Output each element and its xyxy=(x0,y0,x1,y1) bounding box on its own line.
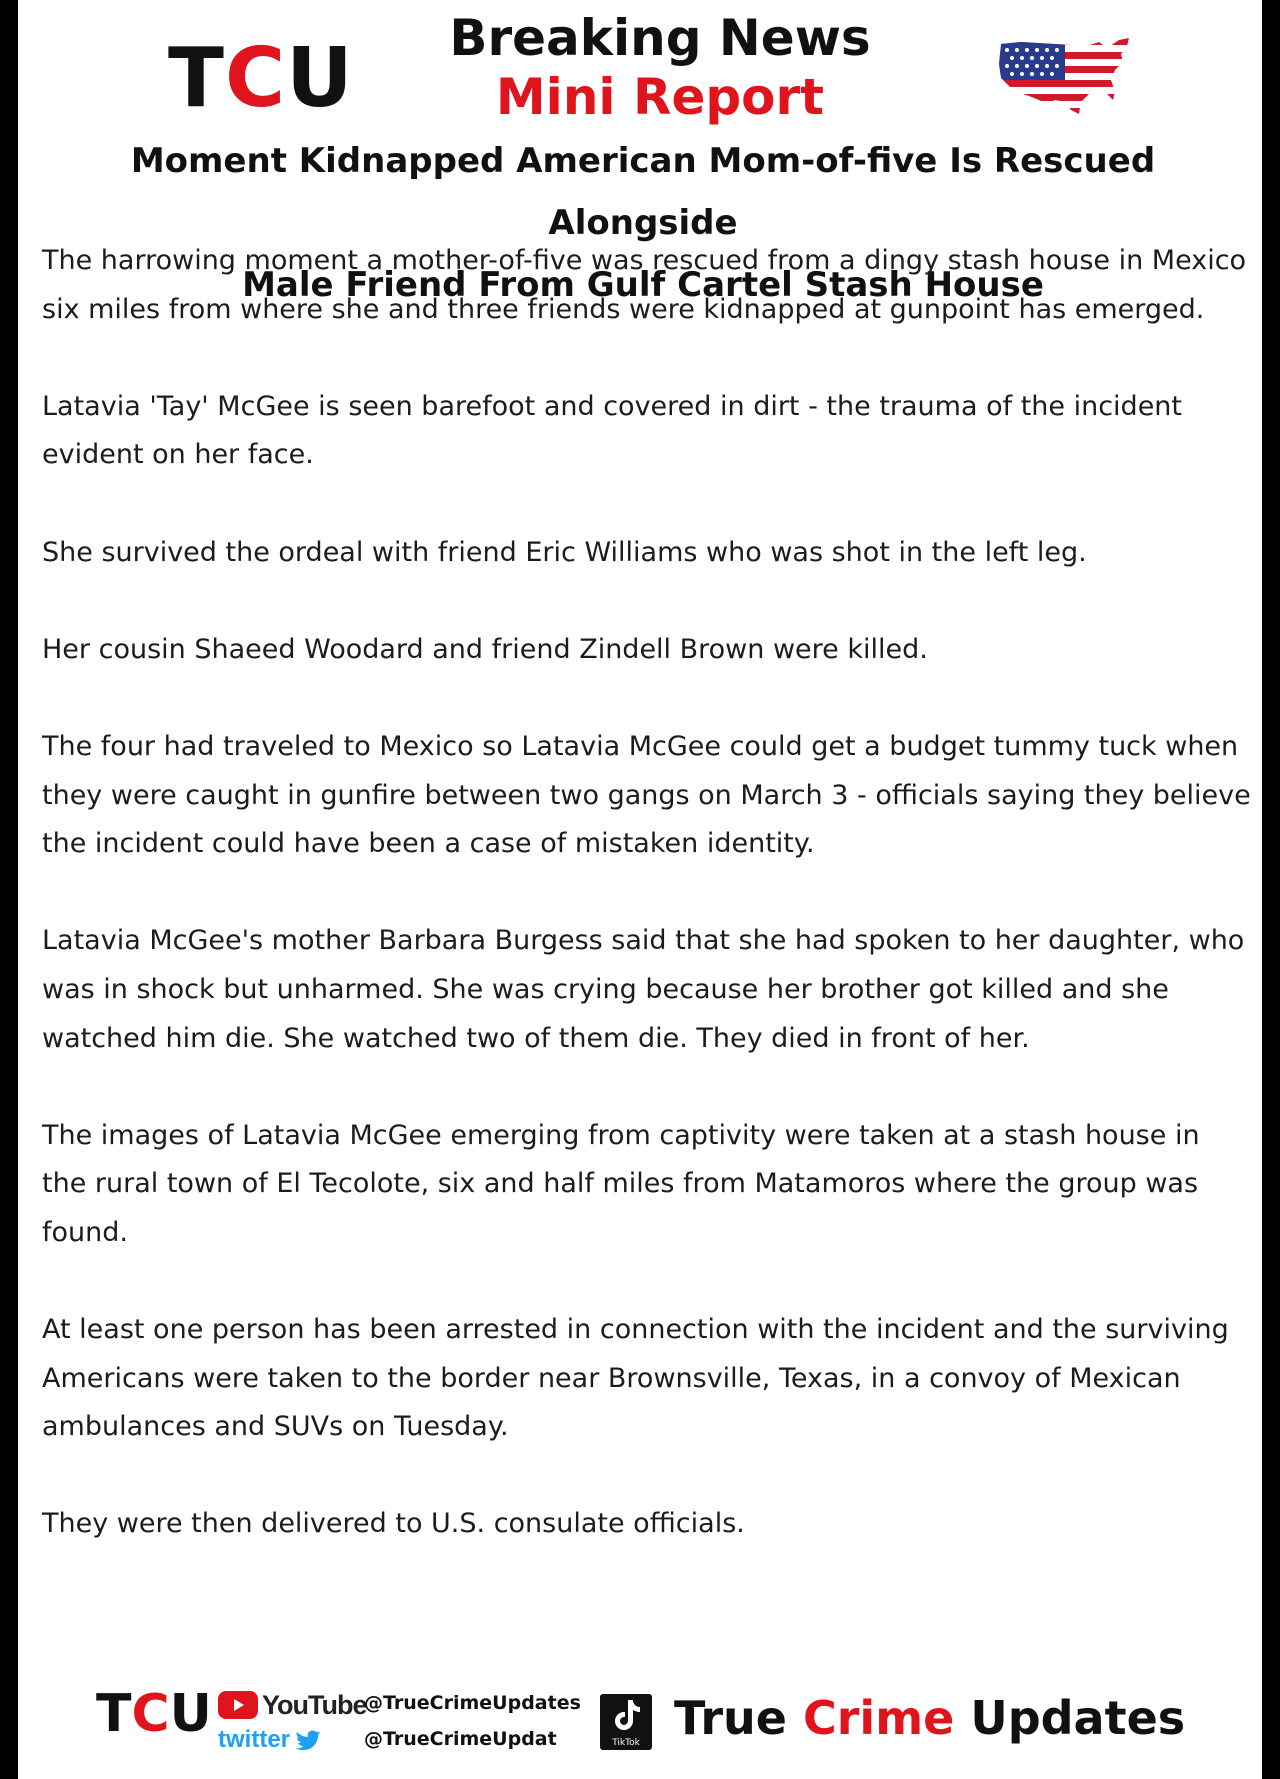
twitter-handle: @TrueCrimeUpdat xyxy=(364,1728,557,1750)
article-paragraph: Her cousin Shaeed Woodard and friend Zindell Brown were killed. xyxy=(42,633,928,665)
footer-tcu-logo xyxy=(96,1684,212,1744)
article-paragraph: She survived the ordeal with friend Eric Williams who was shot in the left leg. xyxy=(42,536,1087,568)
footer-logo-letter-u: U xyxy=(169,1684,212,1744)
tiktok-link[interactable] xyxy=(600,1694,652,1750)
mini-report-title: Mini Report xyxy=(495,68,825,126)
youtube-handle: @TrueCrimeUpdates xyxy=(364,1692,581,1714)
true-crime-updates-brand xyxy=(674,1688,1185,1748)
article-paragraph: The images of Latavia McGee emerging from captivity were taken at a stash house in the rural town of El Tecolote, six and half miles from Matamoros where the group was found. xyxy=(42,1119,1200,1248)
twitter-link[interactable] xyxy=(218,1726,322,1754)
article-paragraph: The four had traveled to Mexico so Latavia McGee could get a budget tummy tuck when they were caught in gunfire between two gangs on March 3 - officials saying they believe the incident could have been a case of mistaken identity. xyxy=(42,730,1251,860)
brand-word-updates: Updates xyxy=(970,1691,1186,1745)
article-paragraph: They were then delivered to U.S. consulate officials. xyxy=(42,1508,745,1540)
article-paragraph: At least one person has been arrested in connection with the incident and the surviving Americans were taken to the border near Brownsville, Texas, in a convoy of Mexican ambulances and SUVs on Tuesday. xyxy=(42,1314,1229,1443)
headline-line-2: Male Friend From Gulf Cartel Stash House xyxy=(242,265,1044,305)
brand-word-crime: Crime xyxy=(802,1691,955,1745)
article-body xyxy=(42,237,1252,1598)
twitter-wordmark: twitter xyxy=(218,1726,290,1753)
article-paragraph: Latavia 'Tay' McGee is seen barefoot and covered in dirt - the trauma of the incident evident on her face. xyxy=(42,390,1182,471)
twitter-bird-icon xyxy=(294,1729,322,1751)
article-paragraph: Latavia McGee's mother Barbara Burgess said that she had spoken to her daughter, who was in shock but unharmed. She was crying because her brother got killed and she watched him die. She watched two of them die. They died in front of her. xyxy=(42,925,1245,1054)
footer-logo-letter-c: C xyxy=(131,1684,170,1744)
tiktok-note-icon xyxy=(600,1694,652,1736)
youtube-link[interactable] xyxy=(218,1690,366,1720)
tcu-logo xyxy=(168,31,354,126)
footer-bar xyxy=(0,1680,1280,1760)
article-paragraph: The harrowing moment a mother-of-five was rescued from a dingy stash house in Mexico six miles from where she and three friends were kidnapped at gunpoint has emerged. xyxy=(42,245,1247,325)
youtube-wordmark: YouTube xyxy=(262,1689,367,1720)
us-map-flag-icon xyxy=(995,30,1135,125)
headline-line-1: Moment Kidnapped American Mom-of-five Is Rescued Alongside xyxy=(130,141,1156,243)
brand-word-true: True xyxy=(674,1691,787,1745)
report-title-block xyxy=(420,8,900,126)
logo-letter-u: U xyxy=(286,31,354,126)
logo-letter-c: C xyxy=(224,31,287,126)
breaking-news-title: Breaking News xyxy=(449,9,871,67)
logo-letter-t: T xyxy=(168,31,225,126)
youtube-play-icon xyxy=(218,1691,258,1719)
tiktok-label: TikTok xyxy=(612,1738,640,1748)
footer-logo-letter-t: T xyxy=(96,1684,132,1744)
